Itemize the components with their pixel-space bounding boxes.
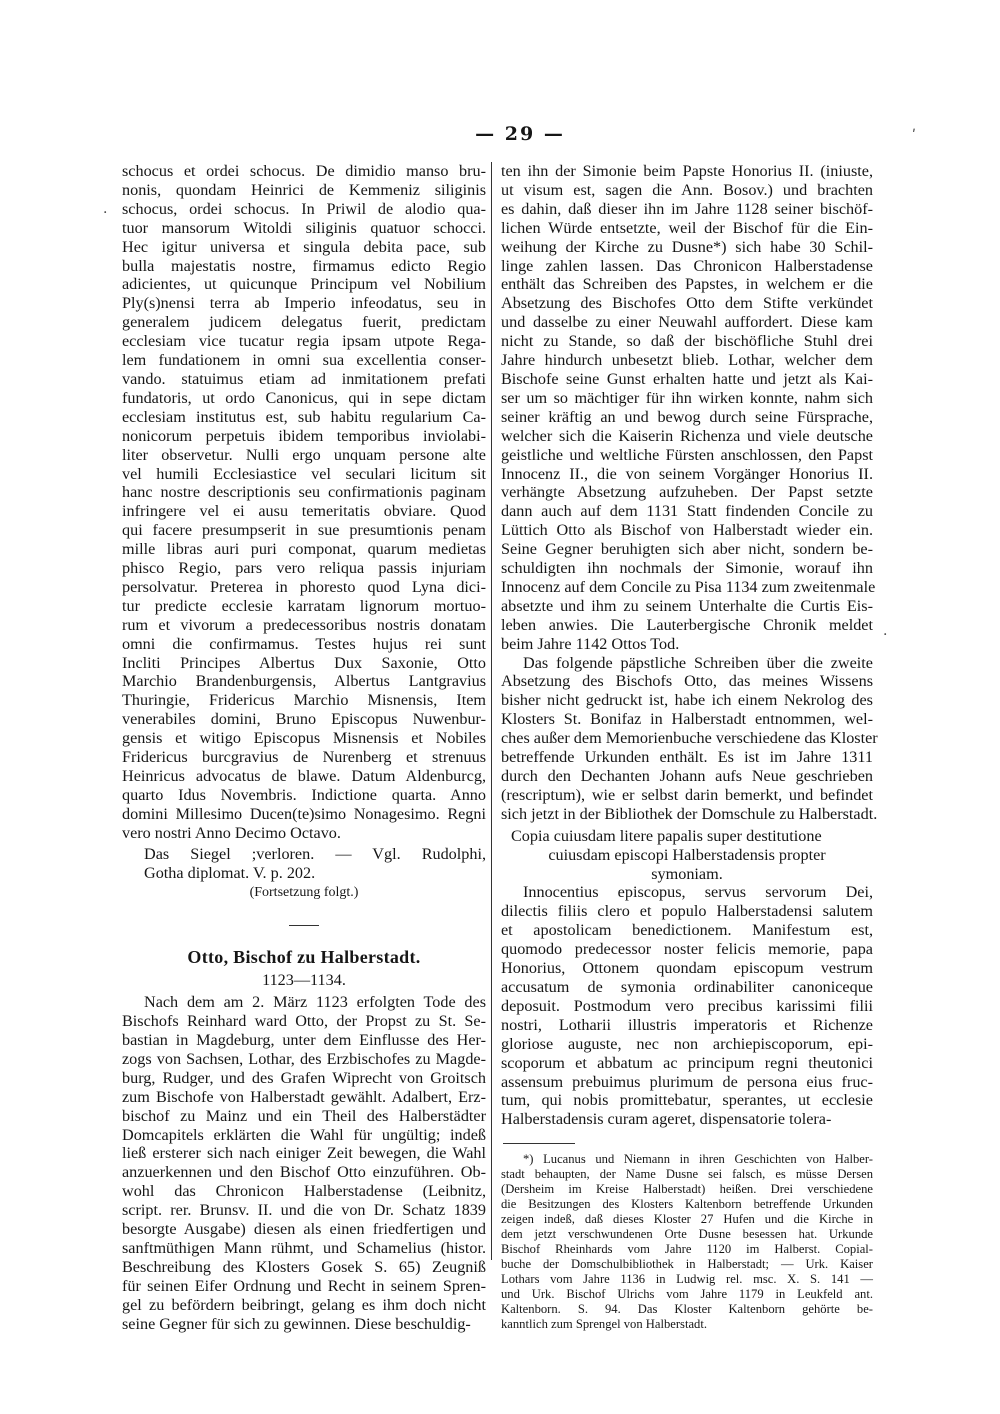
text-line: deposuit. Postmodum vero precibus karissimi filii: [501, 996, 873, 1015]
copia-line: symoniam.: [651, 864, 723, 883]
papal-letter-intro-paragraph: [501, 653, 878, 824]
text-line: scoporum et abbatum ac principum regni theutonici: [501, 1053, 873, 1072]
text-line: Thuringie, Fridericus Marchio Misnensis, Item: [122, 691, 486, 710]
left-column: [122, 162, 486, 1333]
text-line: venerabiles domini, Bruno Episcopus Nuwenbur-: [122, 710, 486, 729]
text-line: Lothars vom Jahre 1136 in Ludwig rel. msc. X. S. 141 —: [501, 1272, 873, 1287]
text-line: es dahin, daß dieser ihn im Jahre 1128 seiner bischöf-: [501, 199, 873, 218]
text-line: Bischof Rheinhards vom Jahre 1120 im Halberst. Copial-: [501, 1242, 873, 1257]
text-line: quomodo predecessor noster felicis memorie, papa: [501, 940, 873, 959]
text-line: assensum prebuimus plurimum de persona eius fruc-: [501, 1072, 873, 1091]
footnote: [501, 1152, 873, 1332]
text-line: script. rer. Brunsv. II. und die von Dr. Schatz 1839: [122, 1201, 486, 1220]
text-line: bisher nicht gedruckt ist, habe ich einem Nekrolog des: [501, 691, 873, 710]
text-line: Fridericus burcgravius de Nurenberg et strenuus: [122, 748, 486, 767]
text-line: seiner kräftig an und bewog durch seine Fürsprache,: [501, 407, 873, 426]
text-line: linge zahlen lassen. Das Chronicon Halberstadense: [501, 256, 873, 275]
continuation-note: (Fortsetzung folgt.): [249, 885, 359, 901]
text-line: nicht zu Stande, so daß der bischöfliche Stuhl drei: [501, 332, 873, 351]
text-line: für seinen Eifer Ordnung und Recht in seinem Spren-: [122, 1276, 486, 1295]
section-divider: [289, 925, 319, 926]
text-line: seine Gegner für sich zu gewinnen. Diese beschuldig-: [122, 1314, 471, 1333]
text-line: persolvatur. Preterea in phoresto quod Lyna dici-: [122, 577, 486, 596]
text-line: Marchio Brandenburgensis, Albertus Lantgravius: [122, 672, 486, 691]
text-line: schocus, ordei schocus. In Priwil de alodio qua-: [122, 199, 486, 218]
text-line: Seine Gegner beruhigten sich aber nicht, sondern be-: [501, 540, 873, 559]
text-line: Ply(s)nensi terra ab Imperio infeodatus, seu in: [122, 294, 486, 313]
text-line: Beschreibung des Klosters Gosek S. 65) Zeugniß: [122, 1257, 486, 1276]
text-line: buche der Domschulbibliothek in Halberstadt; — Urk. Kaiser: [501, 1257, 873, 1272]
copia-line: Copia cuiusdam litere papalis super destitutione: [511, 826, 822, 845]
text-line: leben anwies. Die Lauterbergische Chronik meldet: [501, 615, 873, 634]
text-line: und dasselbe zu einer Neuwahl auffordert. Diese kam: [501, 313, 873, 332]
text-line: generalem judicem delegatus fuerit, predictam: [122, 313, 486, 332]
text-line: (Dersheim im Kreise Halberstadt) heißen. Drei verschiedene: [501, 1182, 873, 1197]
text-line: sanftmüthigen Mann rühmt, und Schamelius (histor.: [122, 1238, 486, 1257]
text-line: liter observetur. Nulli ergo unquam persone alte: [122, 445, 486, 464]
otto-paragraph: [122, 993, 486, 1333]
papal-letter-text: [501, 883, 873, 1129]
text-line: (rescriptum), wie er selbst darin bemerkt, und befindet: [501, 785, 873, 804]
text-line: fundatoris, ut ordo Canonicus, qui in sepe dictam: [122, 388, 486, 407]
text-line: ecclesiam institutus est, sub habitu regularium Ca-: [122, 407, 486, 426]
text-line: Heinricus advocatus de blawe. Datum Aldenburcg,: [122, 767, 486, 785]
text-line: gensis et witigo Episcopus Misnensis et Nobiles: [122, 729, 486, 748]
text-line: bulla majestatis nostre, firmamus edicto Regio: [122, 256, 486, 275]
text-line: bastian in Magdeburg, unter dem Einflusse des Her-: [122, 1030, 486, 1049]
text-line: geistliche und weltliche Fürsten anschlossen, den Papst: [501, 445, 873, 464]
text-line: Jahre hindurch unbesetzt blieb. Lothar, welcher dem: [501, 351, 873, 370]
text-line: schocus et ordei schocus. De dimidio manso bru-: [122, 162, 486, 180]
text-line: adicientes, ut quicunque Principum vel Nobilium: [122, 275, 486, 294]
text-line: ließ ersterer sich nach einiger Zeit bewegen, die Wahl: [122, 1144, 486, 1163]
text-line: Kaltenborn. S. 94. Das Kloster Kaltenborn gehörte be-: [501, 1302, 873, 1317]
text-line: infringere vel ei ausu temeritatis obviare. Quod: [122, 502, 486, 521]
text-line: hanc nostre descriptionis seu confirmationis paginam: [122, 483, 486, 502]
text-line: Innocenz II., die von seinem Vorgänger Honorius II.: [501, 464, 873, 483]
page-number: — 29 —: [475, 123, 565, 145]
continued-paragraph: [501, 162, 876, 654]
column-divider: [491, 162, 492, 1260]
text-line: accusatum de symonia ordinabiliter canoniceque: [501, 977, 873, 996]
text-line: und Urk. Bischof Ulrichs vom Jahre 1179 in Leukfeld ant.: [501, 1287, 873, 1302]
text-line: mille libras auri puri componat, quarum medietas: [122, 540, 486, 559]
text-line: Innocenz auf dem Concile zu Pisa 1134 zum zweitenmale: [501, 577, 876, 596]
latin-charter-text: [122, 162, 486, 843]
margin-mark: ʹ: [912, 128, 916, 144]
siegel-line: Gotha diplomat. V. p. 202.: [144, 863, 316, 882]
text-line: Klosters St. Bonifaz in Halberstadt entnommen, wel-: [501, 710, 873, 729]
text-line: rum et vivorum a predecessoribus nostris donatam: [122, 615, 486, 634]
text-line: Lüttich Otto als Bischof von Halberstadt wieder ein.: [501, 521, 873, 540]
text-line: dilectis filiis clero et populo Halberstadensi salutem: [501, 902, 873, 921]
text-line: dem jetzt verschwundenen Orte Dusne besessen hat. Urkunde: [501, 1227, 873, 1242]
text-line: burg, Rudger, und des Grafen Wiprecht von Groitsch: [122, 1068, 486, 1087]
text-line: Absetzung des Bischofs Otto, das meines Wissens: [501, 672, 873, 691]
copia-line: cuiusdam episcopi Halberstadensis propter: [548, 845, 826, 864]
text-line: ches außer dem Memorienbuche verschiedene das Kloster: [501, 729, 878, 748]
text-line: gloriose auguste, nec non archiepiscoporum, epi-: [501, 1034, 873, 1053]
text-line: Incliti Principes Albertus Dux Saxonie, Otto: [122, 653, 486, 672]
text-line: tur predicte ecclesie karratam lignorum mortuo-: [122, 596, 486, 615]
text-line: vero nostri Anno Decimo Octavo.: [122, 823, 341, 842]
margin-dot: ·: [103, 205, 108, 221]
section-heading: Otto, Bischof zu Halberstadt.: [187, 947, 421, 968]
text-line: Honorius, Ottonem quondam episcopum vestrum: [501, 959, 873, 978]
right-column: [501, 162, 878, 1332]
text-line: betreffende Urkunden enthält. Es ist im Jahre 1311: [501, 748, 873, 767]
section-years: 1123—1134.: [262, 971, 346, 990]
text-line: ten ihn der Simonie beim Papste Honorius II. (iniuste,: [501, 162, 873, 180]
text-line: Bischofe seine Gunst erhalten hatte und jetzt als Kai-: [501, 369, 873, 388]
text-line: anzuerkennen und den Bischof Otto einzuführen. Ob-: [122, 1163, 486, 1182]
footnote-divider: [503, 1143, 575, 1144]
text-line: domini Millesimo Ducen(te)simo Nonagesimo. Regni: [122, 804, 486, 823]
text-line: qui facere presumpserit in sue presumtionis penam: [122, 521, 486, 540]
text-line: durch den Dechanten Johann aufs Neue geschrieben: [501, 767, 873, 785]
text-line: omni die confirmamus. Testes hujus rei sunt: [122, 634, 486, 653]
text-line: nostri, Lotharii illustris imperatoris et Richenze: [501, 1015, 873, 1034]
text-line: lem fundationem in omni sua excellentia conser-: [122, 351, 486, 370]
text-line: zeigen indeß, daß dieses Kloster 27 Hufen und die Kirche in: [501, 1212, 873, 1227]
text-line: Domcapitels erklärten die Wahl für ungültig; indeß: [122, 1125, 486, 1144]
text-line: wohl das Chronicon Halberstadense (Leibnitz,: [122, 1182, 486, 1201]
text-line: weihung der Kirche zu Dusne*) sich habe 30 Schil-: [501, 237, 873, 256]
text-line: Nach dem am 2. März 1123 erfolgten Tode des: [144, 993, 486, 1012]
text-line: bischof zu Mainz und ein Theil des Halberstädter: [122, 1106, 486, 1125]
text-line: schuldigten ihn nochmals der Simonie, worauf ihn: [501, 559, 873, 578]
text-line: nonicorum perpetuis ibidem temporibus inviolabi-: [122, 426, 486, 445]
text-line: nonis, quondam Heinrici de Kemmeniz siliginis: [122, 180, 486, 199]
text-line: zogs von Sachsen, Lothar, des Erzbischofes zu Magde-: [122, 1049, 486, 1068]
text-line: welcher sich die Kaiserin Richenza und viele deutsche: [501, 426, 873, 445]
text-line: Bischofs Reinhard ward Otto, der Propst zu St. Se-: [122, 1012, 486, 1031]
text-line: tuor mansorum Witoldi siliginis quatuor schocci.: [122, 218, 486, 237]
text-line: lichen Würde entsetzte, weil der Bischof für die Ein-: [501, 218, 873, 237]
text-line: beim Jahre 1142 Ottos Tod.: [501, 634, 680, 653]
siegel-line: Das Siegel ;verloren. — Vgl. Rudolphi,: [144, 844, 486, 863]
text-line: verhängte Absetzung aufzuheben. Der Papst setzte: [501, 483, 873, 502]
text-line: zum Bischofe von Halberstadt gewählt. Adalbert, Erz-: [122, 1087, 486, 1106]
margin-dot: ·: [883, 627, 888, 643]
text-line: vel humili Ecclesiastice vel seculari licitum sit: [122, 464, 486, 483]
text-line: kanntlich zum Sprengel von Halberstadt.: [501, 1317, 707, 1332]
text-line: et apostolicam benedictionem. Manifestum est,: [501, 921, 873, 940]
text-line: stadt behaupten, der Name Dusne sei falsch, es müsse Dersen: [501, 1167, 873, 1182]
text-line: Das folgende päpstliche Schreiben über die zweite: [523, 653, 873, 672]
text-line: die Besitzungen des Klosters Kaltenborn betreffende Urkunden: [501, 1197, 873, 1212]
text-line: phisco Regio, pars vero reliqua passis injuriam: [122, 559, 486, 578]
text-line: Halberstadensis curam ageret, dispensatorie tolera-: [501, 1110, 832, 1129]
text-line: absetzte und ihm zu seinem Unterhalte die Curtis Eis-: [501, 596, 873, 615]
text-line: ser um so mächtiger für ihn wirken konnte, nahm sich: [501, 388, 873, 407]
text-line: Innocentius episcopus, servus servorum Dei,: [523, 883, 873, 902]
text-line: quarto Idus Novembris. Indictione quarta. Anno: [122, 785, 486, 804]
text-line: sich jetzt in der Bibliothek der Domschule zu Halberstadt.: [501, 804, 878, 823]
text-line: ecclesiam vice tucatur regia ipsam utpote Rega-: [122, 332, 486, 351]
text-line: gel zu befördern beibringt, gelang es ihm doch nicht: [122, 1295, 486, 1314]
text-line: tum, qui nobis promittebatur, sperantes, ut ecclesie: [501, 1091, 873, 1110]
text-line: ut visum est, sagen die Ann. Bosov.) und brachten: [501, 180, 873, 199]
text-line: vando. statuimus etiam ad inmitationem prefati: [122, 369, 486, 388]
text-line: enthält das Schreiben des Papstes, in welchem er die: [501, 275, 873, 294]
text-line: dann auch auf dem 1131 Statt findenden Concile zu: [501, 502, 873, 521]
text-line: besorgte Ausgabe) diesen als einen friedfertigen und: [122, 1220, 486, 1239]
text-line: *) Lucanus und Niemann in ihren Geschichten von Halber-: [523, 1152, 873, 1167]
copia-heading: [501, 827, 873, 884]
text-line: Hec igitur universa et singula debita pace, sub: [122, 237, 486, 256]
siegel-note: [122, 845, 486, 883]
text-line: Absetzung des Bischofes Otto dem Stifte verkündet: [501, 294, 873, 313]
